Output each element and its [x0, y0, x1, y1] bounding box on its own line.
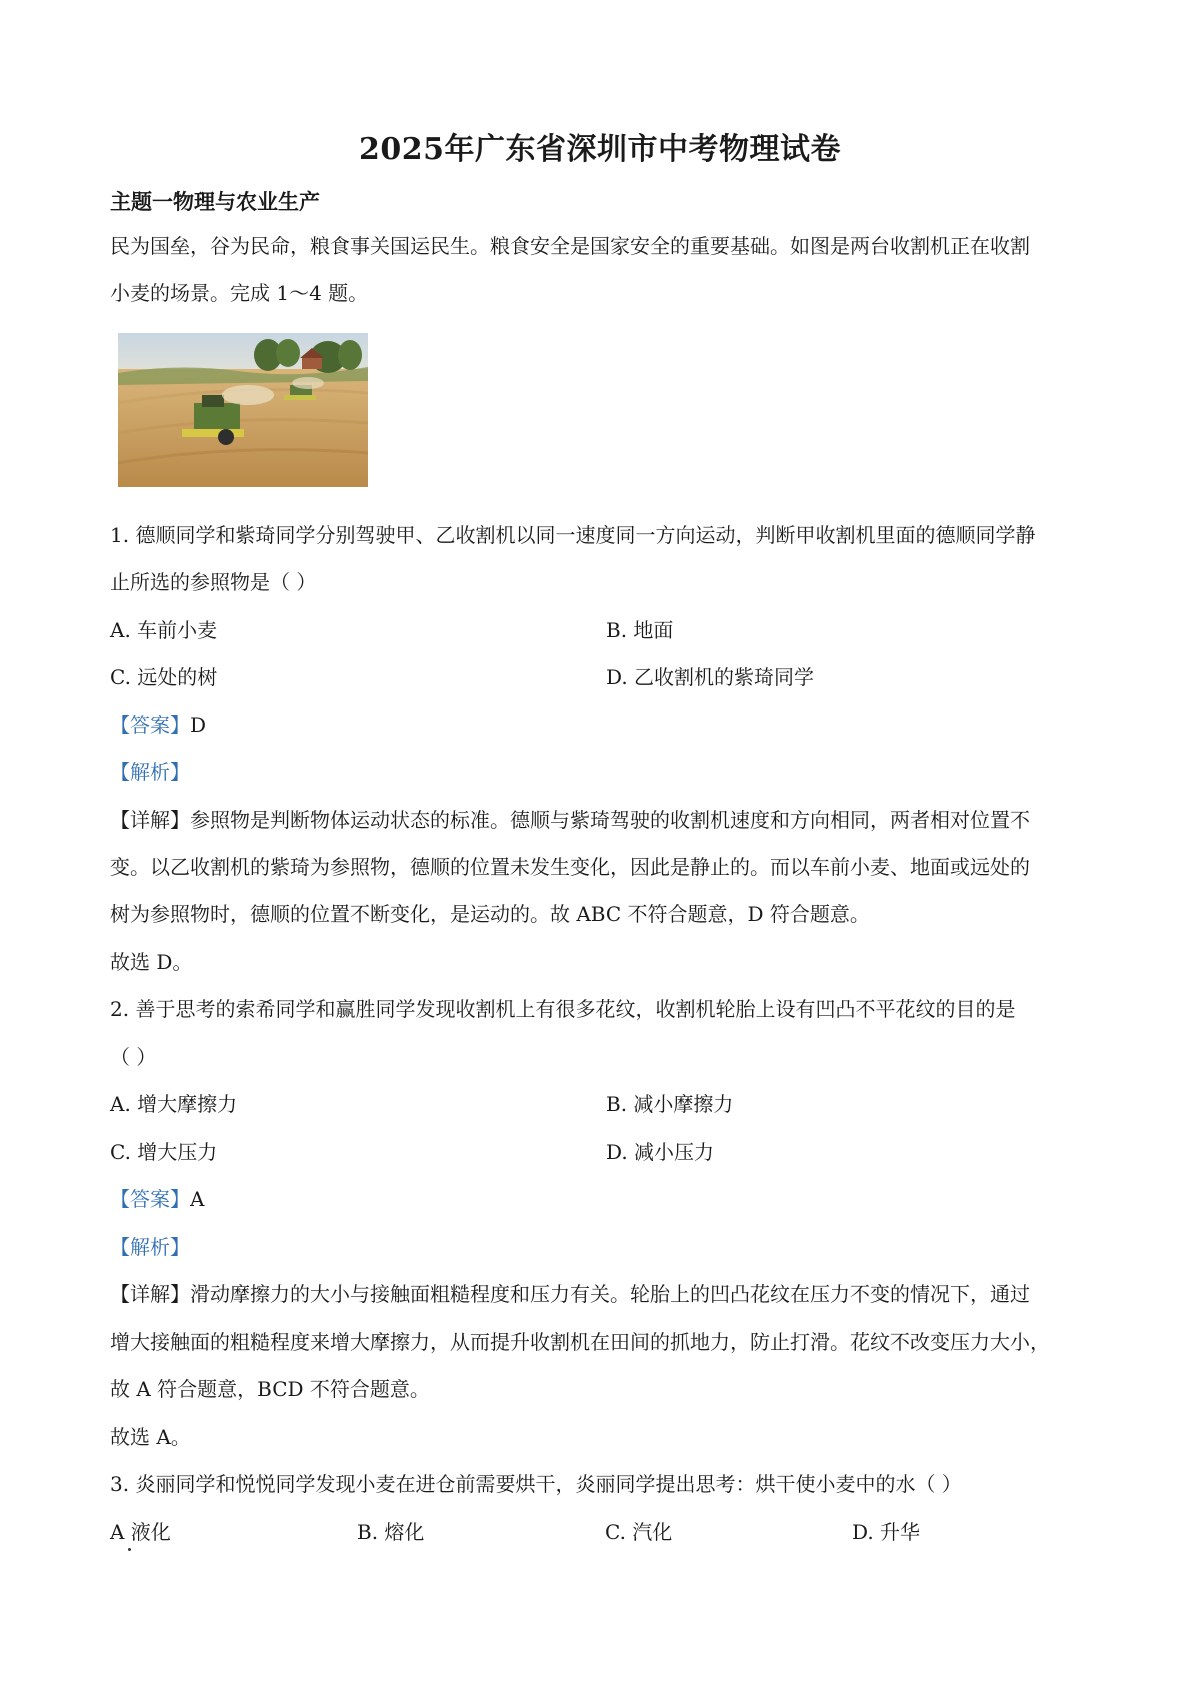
q1-answer-value: D	[190, 713, 207, 737]
q1-answer	[110, 711, 206, 739]
q3-stem: 3. 炎丽同学和悦悦同学发现小麦在进仓前需要烘干，炎丽同学提出思考：烘干使小麦中的水（ ）	[110, 1472, 962, 1496]
q2-conclusion: 故选 A。	[110, 1425, 191, 1449]
q2-detail-line-1: 【详解】滑动摩擦力的大小与接触面粗糙程度和压力有关。轮胎上的凹凸花纹在压力不变的情况下，通过	[110, 1282, 1030, 1306]
q2-analysis-label: 【解析】	[110, 1235, 190, 1259]
q2-detail-line-3: 故 A 符合题意，BCD 不符合题意。	[110, 1377, 430, 1401]
q1-detail-line-3: 树为参照物时，德顺的位置不断变化，是运动的。故 ABC 不符合题意，D 符合题意。	[110, 902, 870, 926]
intro-line-1: 民为国垒，谷为民命，粮食事关国运民生。粮食安全是国家安全的重要基础。如图是两台收割机正在收割	[110, 234, 1030, 258]
q3-option-b: B. 熔化	[357, 1520, 425, 1544]
harvester-photo	[118, 333, 368, 487]
q1-stem-line-2: 止所选的参照物是（ ）	[110, 570, 317, 594]
q2-stem-line-2: （ ）	[110, 1045, 157, 1069]
q2-answer-value: A	[190, 1187, 205, 1211]
q1-analysis-label: 【解析】	[110, 760, 190, 784]
q1-option-a: A. 车前小麦	[110, 618, 218, 642]
q2-option-d: D. 减小压力	[606, 1140, 715, 1164]
page-title: 2025年广东省深圳市中考物理试卷	[359, 132, 841, 167]
stray-dot	[128, 1548, 131, 1551]
q1-answer-label: 【答案】	[110, 713, 190, 737]
section-heading: 主题一物理与农业生产	[110, 190, 320, 214]
q1-detail-line-1: 【详解】参照物是判断物体运动状态的标准。德顺与紫琦驾驶的收割机速度和方向相同，两者相对位置不	[110, 808, 1030, 832]
q2-answer	[110, 1185, 204, 1213]
q2-answer-label: 【答案】	[110, 1187, 190, 1211]
q1-conclusion: 故选 D。	[110, 950, 193, 974]
q2-detail-line-2: 增大接触面的粗糙程度来增大摩擦力，从而提升收割机在田间的抓地力，防止打滑。花纹不改变压力大小，	[110, 1330, 1050, 1354]
q1-option-c: C. 远处的树	[110, 665, 218, 689]
q3-option-a: A 液化	[110, 1520, 171, 1544]
q1-stem-line-1: 1. 德顺同学和紫琦同学分别驾驶甲、乙收割机以同一速度同一方向运动，判断甲收割机里面的德顺同学静	[110, 523, 1036, 547]
q1-option-d: D. 乙收割机的紫琦同学	[606, 665, 815, 689]
q1-option-b: B. 地面	[606, 618, 674, 642]
q2-option-c: C. 增大压力	[110, 1140, 218, 1164]
q2-option-a: A. 增大摩擦力	[110, 1092, 238, 1116]
q1-detail-line-2: 变。以乙收割机的紫琦为参照物，德顺的位置未发生变化，因此是静止的。而以车前小麦、地面或远处的	[110, 855, 1030, 879]
q3-option-d: D. 升华	[852, 1520, 921, 1544]
q2-option-b: B. 减小摩擦力	[606, 1092, 734, 1116]
intro-line-2: 小麦的场景。完成 1～4 题。	[110, 281, 369, 305]
q2-stem-line-1: 2. 善于思考的索希同学和赢胜同学发现收割机上有很多花纹，收割机轮胎上设有凹凸不平花纹的目的是	[110, 997, 1016, 1021]
q3-option-c: C. 汽化	[605, 1520, 673, 1544]
